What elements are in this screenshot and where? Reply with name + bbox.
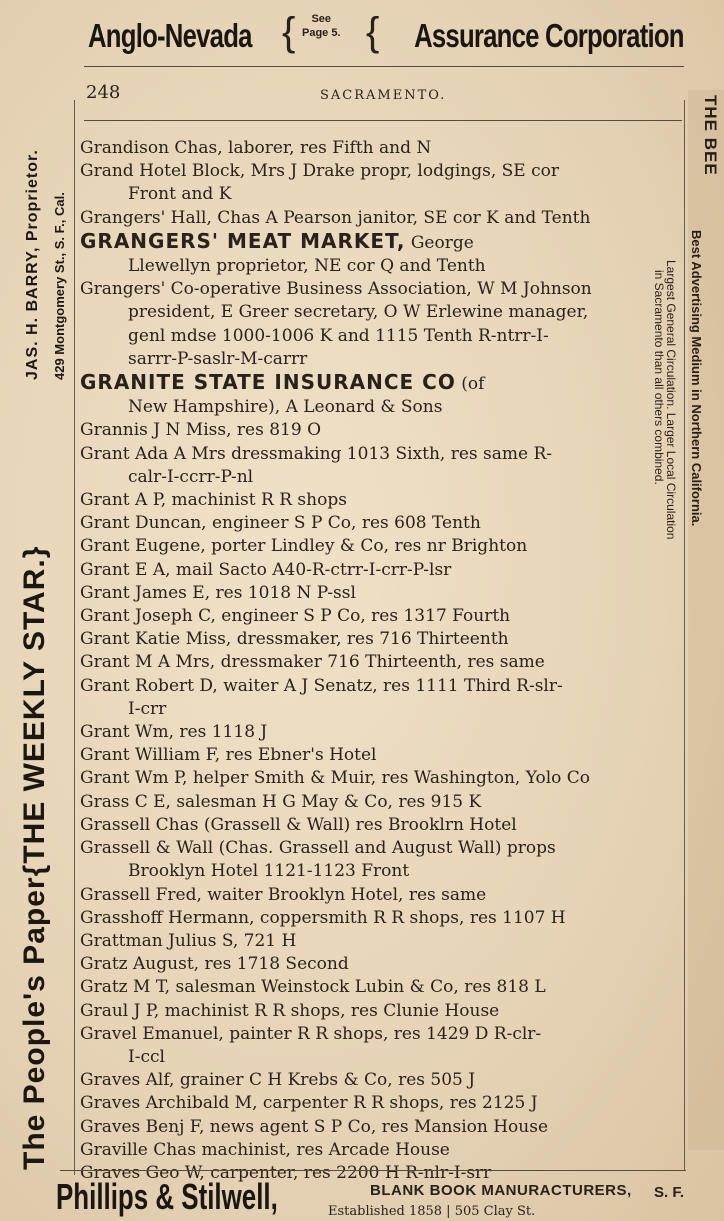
entry-line: Grant Duncan, engineer S P Co, res 608 Tenth — [80, 513, 481, 534]
address-line: 429 Montgomery St., S. F., Cal. — [52, 192, 67, 380]
entry-continuation: I-ccl — [128, 1046, 165, 1067]
directory-entry — [80, 767, 682, 790]
directory-entry — [80, 907, 682, 930]
directory-entry — [80, 605, 682, 628]
top-rule — [84, 66, 684, 67]
weekly-star-ad: The People's Paper{THE WEEKLY STAR.} — [18, 545, 51, 1170]
ad-page-label: Page 5. — [302, 27, 341, 39]
entry-continuation: genl mdse 1000-1006 K and 1115 Tenth R-ntrr-I- — [128, 325, 549, 346]
entry-line: Grangers' Hall, Chas A Pearson janitor, SE cor K and Tenth — [80, 207, 591, 228]
directory-entry — [80, 1069, 682, 1092]
entry-line: Grant William F, res Ebner's Hotel — [80, 745, 377, 766]
entry-line: Graves Alf, grainer C H Krebs & Co, res 505 J — [80, 1070, 476, 1091]
directory-entry — [80, 1000, 682, 1023]
directory-entry — [80, 953, 682, 976]
directory-entry — [80, 443, 682, 489]
entry-continuation: New Hampshire), A Leonard & Sons — [128, 397, 443, 418]
entry-line: Grattman Julius S, 721 H — [80, 930, 297, 951]
entry-line: Graves Archibald M, carpenter R R shops, res 2125 J — [80, 1093, 538, 1114]
entry-line: Grassell Fred, waiter Brooklyn Hotel, res same — [80, 884, 487, 905]
ad-company-left: Anglo-Nevada — [88, 17, 252, 54]
directory-entry — [80, 512, 682, 535]
directory-entry — [80, 884, 682, 907]
entry-line: Grandison Chas, laborer, res Fifth and N — [80, 138, 432, 158]
entry-line: Graville Chas machinist, res Arcade House — [80, 1139, 450, 1160]
entry-line: Grant Joseph C, engineer S P Co, res 1317 Fourth — [80, 606, 511, 627]
page-number: 248 — [86, 82, 121, 103]
entry-continuation: Llewellyn proprietor, NE cor Q and Tenth — [128, 256, 486, 277]
directory-entry — [80, 1116, 682, 1139]
entry-continuation: calr-I-ccrr-P-nl — [128, 466, 254, 487]
ad-company-right: Assurance Corporation — [414, 17, 684, 54]
entry-line: Gratz M T, salesman Weinstock Lubin & Co, res 818 L — [80, 977, 546, 998]
entry-line: Grannis J N Miss, res 819 O — [80, 420, 322, 441]
entry-continuation: I-crr — [128, 698, 167, 719]
left-margin-rule — [74, 100, 75, 1175]
entry-line — [80, 371, 682, 396]
footer-established: Established 1858 | 505 Clay St. — [328, 1204, 536, 1219]
directory-entry — [80, 1139, 682, 1162]
directory-entry — [80, 419, 682, 442]
directory-entry — [80, 371, 682, 419]
entry-continuation: president, E Greer secretary, O W Erlewine manager, — [128, 302, 589, 323]
directory-entry — [80, 976, 682, 999]
directory-entry — [80, 651, 682, 674]
footer-firm-name: Phillips & Stilwell, — [56, 1176, 278, 1217]
entry-line: Grant E A, mail Sacto A40-R-ctrr-I-crr-P-lsr — [80, 559, 452, 580]
entry-bold-suffix: (of — [455, 374, 485, 395]
directory-entry — [80, 1023, 682, 1069]
bee-ad-line2: Largest General Circulation. Larger Local Circulation — [664, 260, 678, 540]
entry-continuation: Brooklyn Hotel 1121-1123 Front — [128, 861, 410, 882]
entry-line: Grant M A Mrs, dressmaker 716 Thirteenth, res same — [80, 652, 545, 673]
entry-line: Grand Hotel Block, Mrs J Drake propr, lodgings, SE cor — [80, 161, 559, 182]
entry-bold-name: GRANITE STATE INSURANCE CO — [80, 371, 456, 395]
directory-entry — [80, 582, 682, 605]
directory-entry — [80, 230, 682, 278]
top-advertisement — [88, 6, 684, 66]
entry-line: Grassell Chas (Grassell & Wall) res Brooklrn Hotel — [80, 814, 517, 835]
entry-continuation: Front and K — [128, 184, 232, 205]
directory-entry — [80, 837, 682, 883]
entry-bold-name: GRANGERS' MEAT MARKET, — [80, 229, 406, 253]
bee-ad-line1: Best Advertising Medium in Northern California. — [689, 230, 704, 527]
entry-line: Grant Eugene, porter Lindley & Co, res nr Brighton — [80, 536, 528, 557]
directory-entry — [80, 675, 682, 721]
entry-line: Grant Wm, res 1118 J — [80, 722, 268, 743]
directory-entry — [80, 744, 682, 767]
directory-entry — [80, 489, 682, 512]
directory-entries — [80, 137, 682, 1185]
directory-entry — [80, 559, 682, 582]
directory-entry — [80, 160, 682, 206]
footer-city: S. F. — [654, 1184, 685, 1201]
entry-line: Graves Geo W, carpenter, res 2200 H R-nlr-I-srr — [80, 1162, 492, 1183]
entry-line: Grant James E, res 1018 N P-ssl — [80, 582, 356, 603]
footer-trade: BLANK BOOK MANURACTURERS, — [370, 1182, 632, 1199]
directory-entry — [80, 930, 682, 953]
entry-line: Grasshoff Hermann, coppersmith R R shops, res 1107 H — [80, 907, 566, 928]
entry-line: Grant Robert D, waiter A J Senatz, res 1111 Third R-slr- — [80, 675, 563, 696]
directory-entry — [80, 1092, 682, 1115]
entry-line: Gravel Emanuel, painter R R shops, res 1429 D R-clr- — [80, 1023, 542, 1044]
bee-ad-line3: in Sacramento than all others combined. — [652, 270, 666, 485]
entry-continuation: sarrr-P-saslr-M-carrr — [128, 348, 308, 369]
directory-entry — [80, 791, 682, 814]
entry-line: Graves Benj F, news agent S P Co, res Mansion House — [80, 1116, 549, 1137]
entry-line: Grangers' Co-operative Business Association, W M Johnson — [80, 279, 592, 300]
entry-line: Grant Wm P, helper Smith & Muir, res Washington, Yolo Co — [80, 768, 591, 789]
entry-line: Grassell & Wall (Chas. Grassell and August Wall) props — [80, 838, 556, 859]
entry-line: Grant Ada A Mrs dressmaking 1013 Sixth, res same R- — [80, 443, 553, 464]
right-margin-rule — [684, 100, 685, 1170]
footer-advertisement — [56, 1176, 686, 1221]
entry-line — [80, 230, 682, 255]
entry-line: Gratz August, res 1718 Second — [80, 954, 349, 975]
header-rule — [84, 120, 682, 121]
proprietor-line: JAS. H. BARRY, Proprietor. — [24, 149, 41, 380]
running-head: SACRAMENTO. — [320, 88, 447, 103]
directory-entry — [80, 628, 682, 651]
bottom-rule — [60, 1170, 686, 1171]
directory-entry — [80, 278, 682, 371]
entry-bold-suffix: George — [405, 232, 474, 253]
directory-entry — [80, 207, 682, 230]
entry-line: Graul J P, machinist R R shops, res Clunie House — [80, 1000, 500, 1021]
entry-line: Grant A P, machinist R R shops — [80, 490, 347, 511]
bee-ad-title: THE BEE — [701, 95, 720, 176]
directory-entry — [80, 535, 682, 558]
directory-entry — [80, 721, 682, 744]
entry-line: Grant Katie Miss, dressmaker, res 716 Thirteenth — [80, 629, 509, 650]
directory-entry — [80, 137, 682, 160]
ad-see-reference: { See Page 5. { — [282, 10, 380, 54]
entry-line: Grass C E, salesman H G May & Co, res 915 K — [80, 791, 482, 812]
directory-entry — [80, 814, 682, 837]
ad-see-label: See — [311, 13, 332, 25]
